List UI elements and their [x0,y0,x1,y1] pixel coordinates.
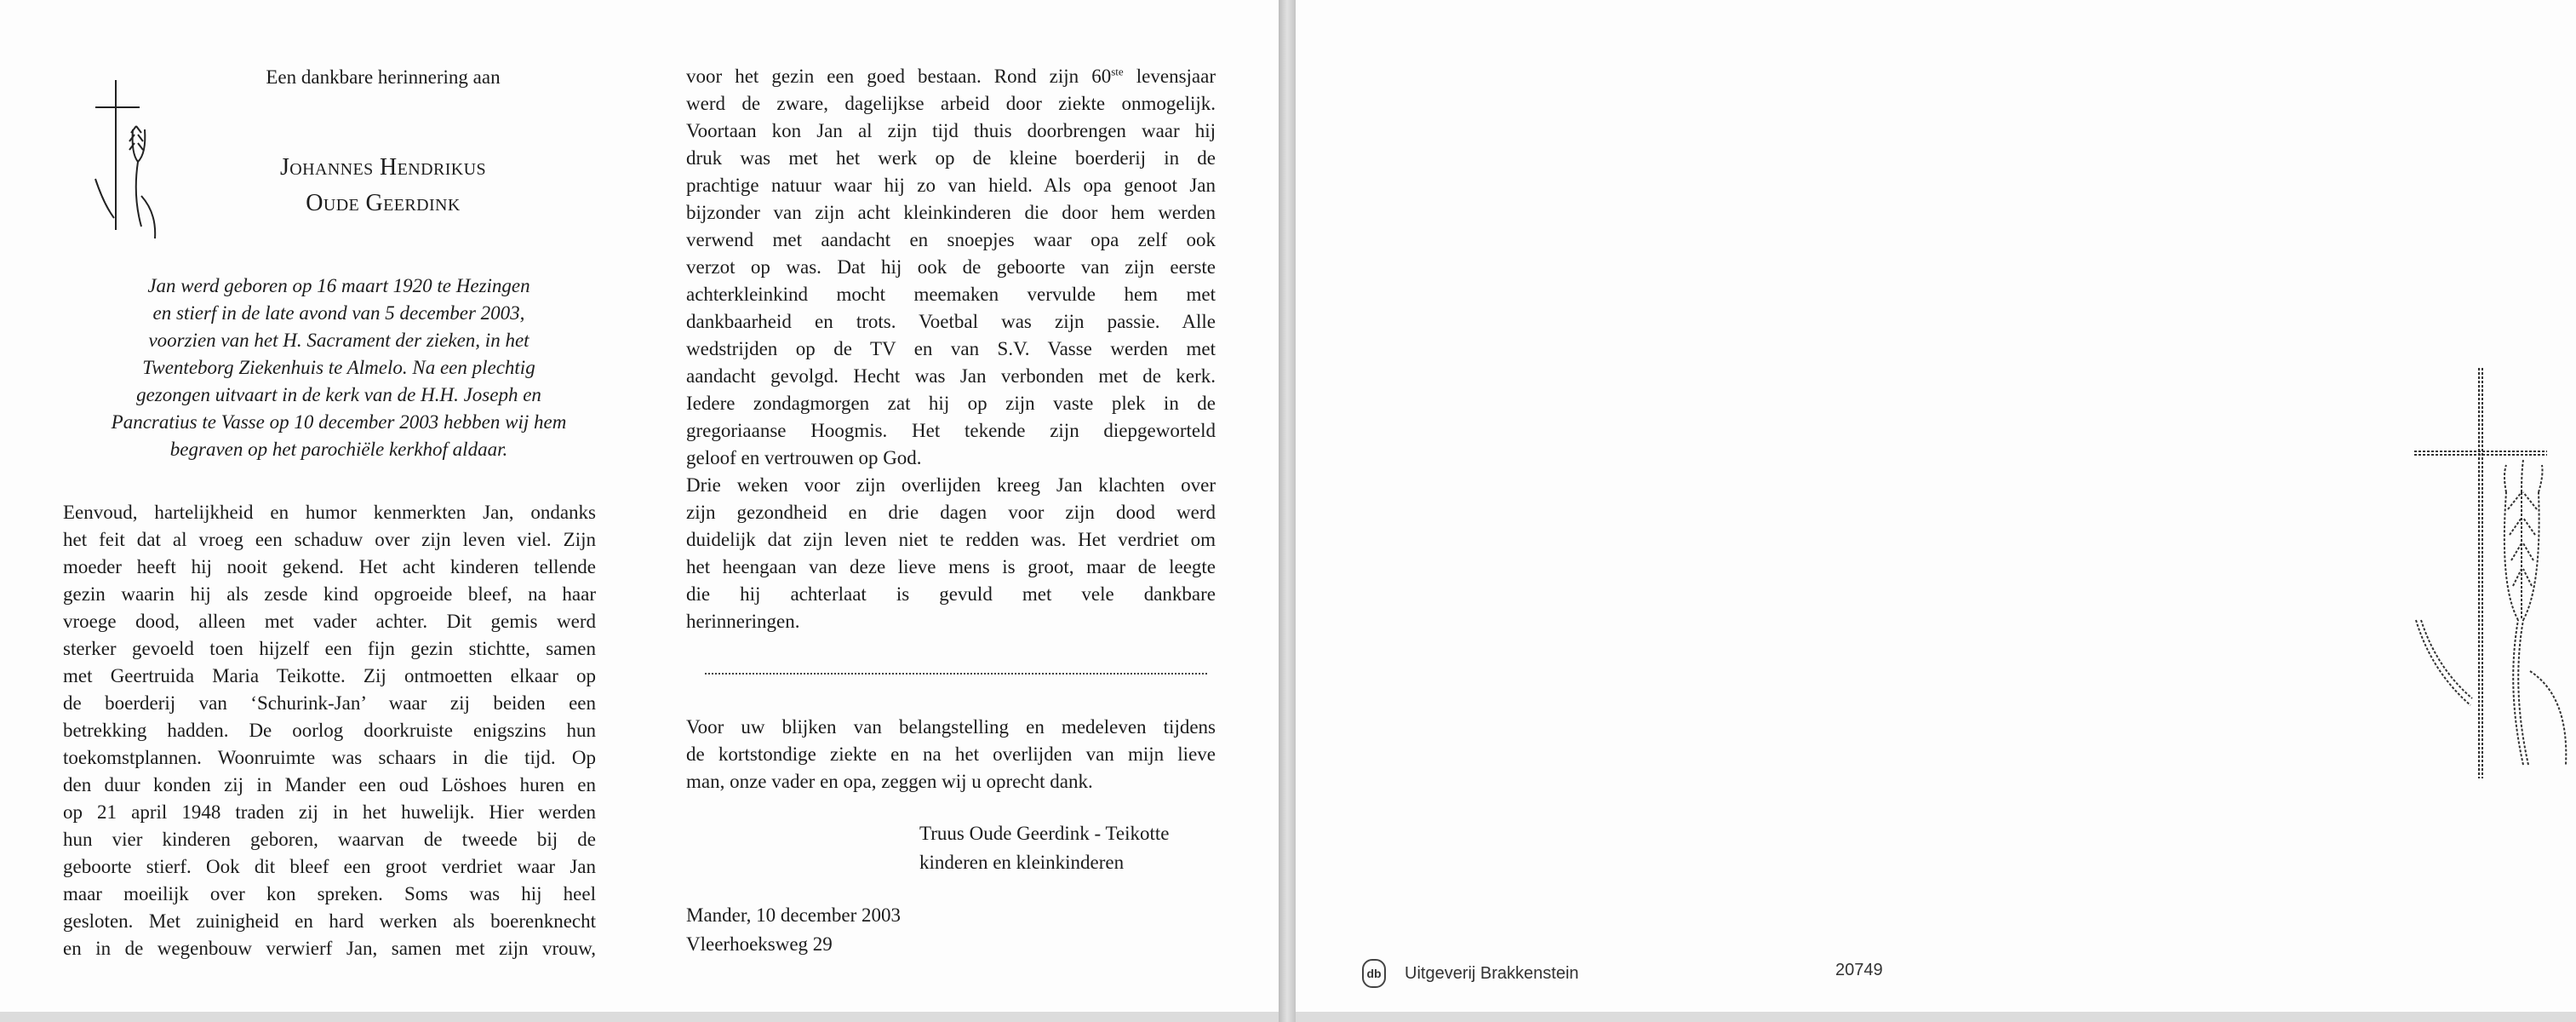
address-line: Vleerhoeksweg 29 [686,933,833,955]
card-inside-spread [0,0,1279,1022]
card-back [1296,0,2576,1022]
sheet-edge [1296,1012,2576,1022]
text-line: verzot op was. Dat hij ook de geboorte van zijn eerste [686,256,1216,278]
product-code: 20749 [1835,961,1883,979]
text-line: gezin waarin hij als zesde kind opgroeide bleef, na haar [63,583,596,605]
text-line: toekomstplannen. Woonruimte was schaars in die tijd. Op [63,747,596,768]
text-line: den duur konden zij in Mander een oud Löshoes huren en [63,774,596,795]
text-line: achterkleinkind mocht meemaken vervulde hem met [686,284,1216,305]
bio-line: gezongen uitvaart in de kerk van de H.H. Joseph en [136,384,541,405]
text-line: gesloten. Met zuinigheid en hard werken als boerenknecht [63,910,596,932]
publisher-name: Uitgeverij Brakkenstein [1405,963,1579,983]
text-line: en in de wegenbouw verwierf Jan, samen met zijn vrouw, [63,938,596,959]
text-line: vroege dood, alleen met vader achter. Dit gemis werd [63,611,596,632]
text-line: op 21 april 1948 traden zij in het huwelijk. Hier werden [63,801,596,823]
text-line: wedstrijden op de TV en van S.V. Vasse werden met [686,338,1216,359]
text-line: prachtige natuur waar hij zo van hield. Als opa genoot Jan [686,175,1216,196]
text-line: duidelijk dat zijn leven niet te redden was. Het verdriet om [686,529,1216,550]
memorial-text-left [63,499,596,962]
signature-line-2: kinderen en kleinkinderen [919,852,1125,873]
panel-left [0,0,638,1022]
text-line: maar moeilijk over kon spreken. Soms was hij heel [63,883,596,904]
text-line: aandacht gevolgd. Hecht was Jan verbonden met de kerk. [686,365,1216,387]
bio-line: en stierf in de late avond van 5 december 2003, [152,302,525,324]
text-line: Voor uw blijken van belangstelling en medeleven tijdens [686,716,1216,738]
text-line: de boerderij van ‘Schurink-Jan’ waar zij beiden een [63,692,596,714]
publisher [1362,959,1579,988]
panel-right [638,0,1279,1022]
name-line-2: Oude Geerdink [306,190,461,216]
text-line: betrekking hadden. De oorlog doorkruiste enigszins hun [63,720,596,741]
signature-line-1: Truus Oude Geerdink - Teikotte [919,823,1170,844]
biography-italic [49,273,628,463]
text-line: Voortaan kon Jan al zijn tijd thuis doorbrengen waar hij [686,120,1216,141]
dotted-divider [705,673,1207,675]
text-line: verwend met aandacht en snoepjes waar opa zelf ook [686,229,1216,250]
thanks-text [686,714,1216,795]
text-line: werd de zware, dagelijkse arbeid door ziekte onmogelijk. [686,93,1216,114]
text-line: die hij achterlaat is gevuld met vele dankbare [686,583,1216,605]
text-line: dankbaarheid en trots. Voetbal was zijn passie. Alle [686,311,1216,332]
signature [919,819,1170,877]
name-line-1: Johannes Hendrikus [280,154,486,181]
text-line: herinneringen. [686,611,800,632]
text-line: met Geertruida Maria Teikotte. Zij ontmoetten elkaar op [63,665,596,686]
text-line: hun vier kinderen geboren, waarvan de tweede bij de [63,829,596,850]
text-line: de kortstondige ziekte en na het overlijden van mijn lieve [686,744,1216,765]
text-line: geboorte stierf. Ook dit bleef een groot verdriet waar Jan [63,856,596,877]
text-line: Drie weken voor zijn overlijden kreeg Jan klachten over [686,474,1216,496]
text-line: zijn gezondheid en drie dagen voor zijn dood werd [686,502,1216,523]
deceased-name [170,150,596,221]
bio-line: voorzien van het H. Sacrament der zieken, in het [148,330,530,351]
bio-line: begraven op het parochiële kerkhof aldaar. [169,439,508,460]
memorial-text-right [686,63,1216,635]
card-fold [1279,0,1296,1022]
sheet-edge [0,1012,1279,1022]
cross-wheat-icon [92,77,169,247]
publisher-logo-icon: db [1362,959,1386,988]
cross-wheat-icon [2411,365,2576,782]
bio-line: Pancratius te Vasse op 10 december 2003 hebben wij hem [111,411,567,433]
bio-line: Jan werd geboren op 16 maart 1920 te Hezingen [147,275,530,296]
text-line: voor het gezin een goed bestaan. Rond zijn 60ste levensjaar [686,65,1216,87]
text-line: Iedere zondagmorgen zat hij op zijn vaste plek in de [686,393,1216,414]
text-line: gregoriaanse Hoogmis. Het tekende zijn diepgeworteld [686,420,1216,441]
text-line: bijzonder van zijn acht kleinkinderen die door hem werden [686,202,1216,223]
place-date-line: Mander, 10 december 2003 [686,904,901,926]
text-line: sterker gevoeld toen hijzelf een fijn gezin stichtte, samen [63,638,596,659]
intro-line: Een dankbare herinnering aan [266,66,501,88]
text-line: geloof en vertrouwen op God. [686,447,922,468]
place-date [686,901,901,959]
text-line: het heengaan van deze lieve mens is groot, maar de leegte [686,556,1216,577]
text-line: moeder heeft hij nooit gekend. Het acht kinderen tellende [63,556,596,577]
text-line: man, onze vader en opa, zeggen wij u oprecht dank. [686,771,1093,792]
text-line: druk was met het werk op de kleine boerderij in de [686,147,1216,169]
bio-line: Twenteborg Ziekenhuis te Almelo. Na een plechtig [142,357,535,378]
text-line: Eenvoud, hartelijkheid en humor kenmerkten Jan, ondanks [63,502,596,523]
text-line: het feit dat al vroeg een schaduw over zijn leven viel. Zijn [63,529,596,550]
